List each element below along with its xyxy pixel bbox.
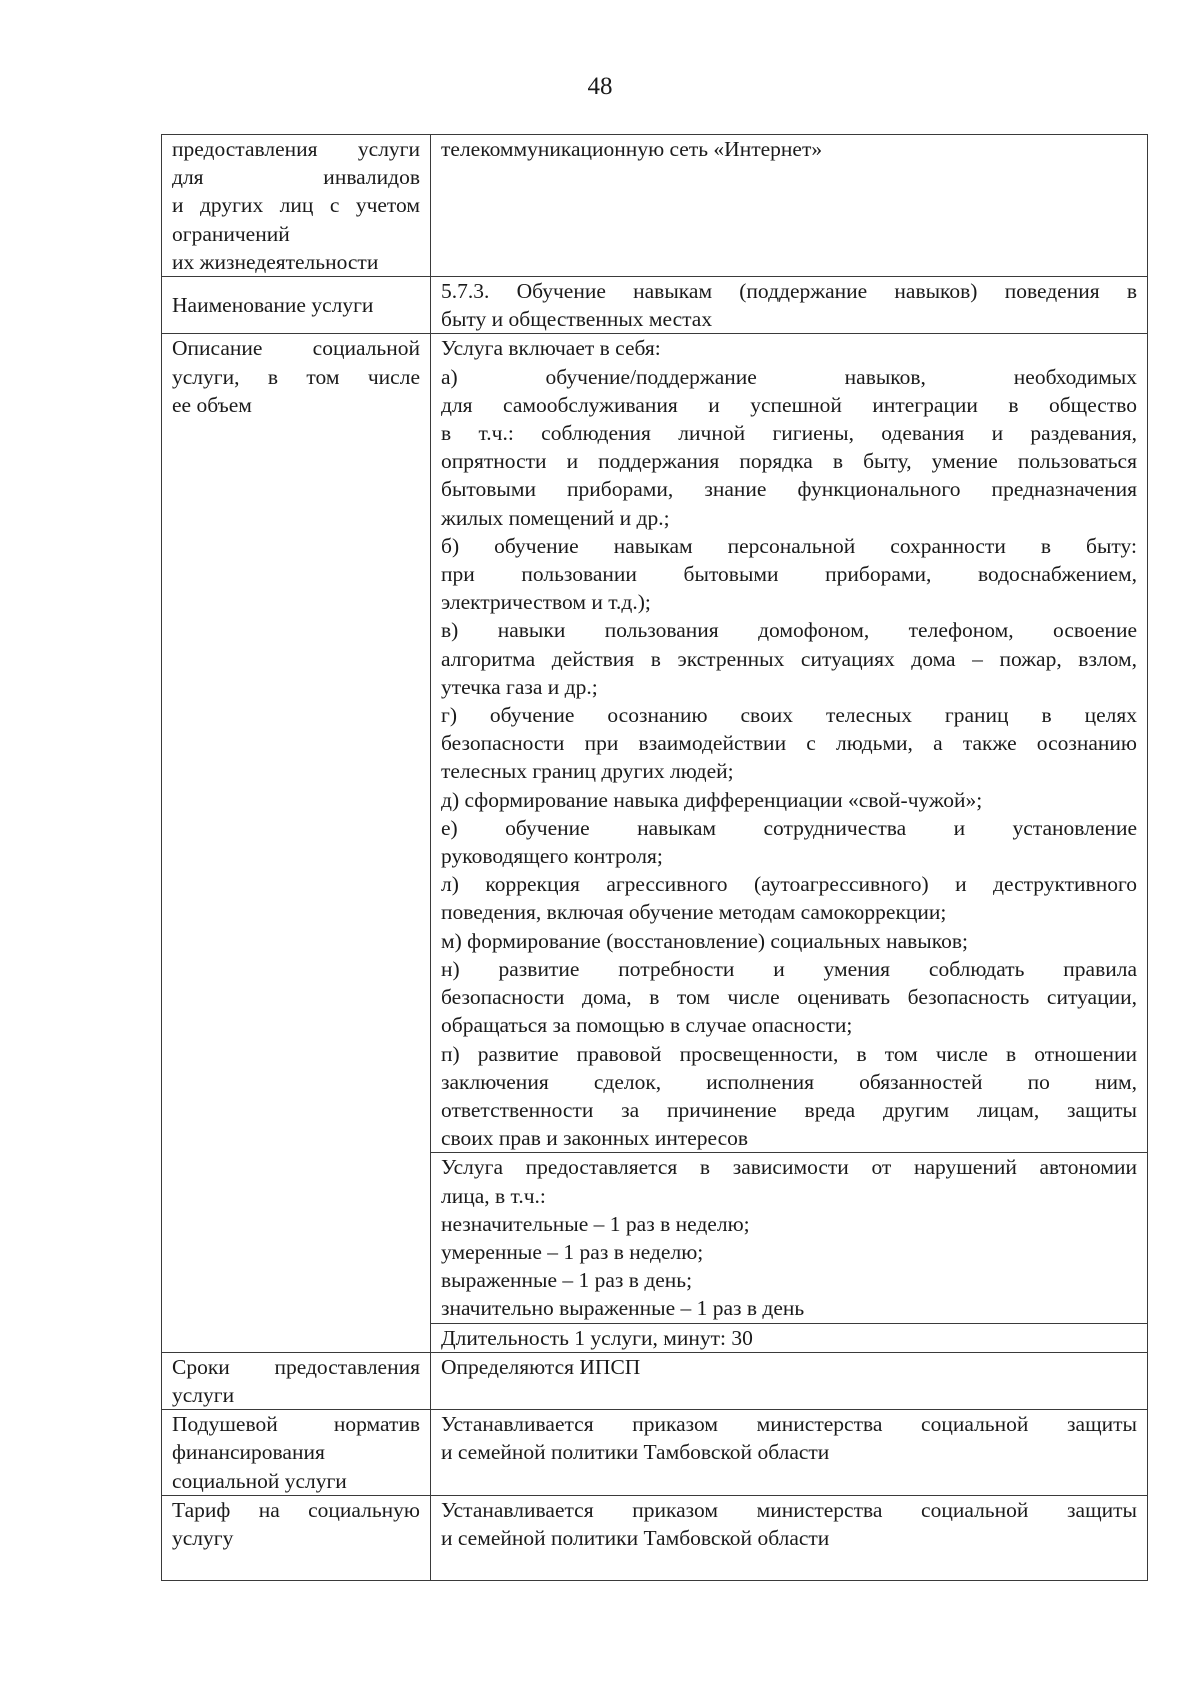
text-line: лица, в т.ч.:	[441, 1183, 546, 1208]
text-line: в т.ч.: соблюдения личной гигиены, одевания и раздевания,	[441, 421, 1137, 446]
text-line: н) развитие потребности и умения соблюдать правила	[441, 956, 1137, 981]
text-line: Определяются ИПСП	[441, 1354, 641, 1379]
text-line: безопасности дома, в том числе оценивать безопасность ситуации,	[441, 985, 1137, 1010]
text-line: Устанавливается приказом министерства социальной защиты	[441, 1412, 1137, 1437]
text-line: опрятности и поддержания порядка в быту, умение пользоваться	[441, 449, 1137, 474]
text-line: л) коррекция агрессивного (аутоагрессивного) и деструктивного	[441, 872, 1137, 897]
text-line: ограничений	[172, 221, 290, 246]
row-value	[431, 1495, 1148, 1580]
text-line: ее объем	[172, 392, 252, 417]
text-line: Подушевой норматив	[172, 1412, 420, 1437]
text-line: быту и общественных местах	[441, 307, 713, 332]
table-row-norm	[162, 1410, 1148, 1496]
text-line: для инвалидов	[172, 165, 420, 190]
text-line: 5.7.3. Обучение навыкам (поддержание навыков) поведения в	[441, 279, 1137, 304]
row-value	[431, 135, 1148, 277]
table-row-terms	[162, 1352, 1148, 1409]
text-line: п) развитие правовой просвещенности, в том числе в отношении	[441, 1041, 1137, 1066]
text-line: выраженные – 1 раз в день;	[441, 1268, 693, 1293]
text-line: Наименование услуги	[172, 293, 374, 318]
text-line: и семейной политики Тамбовской области	[441, 1525, 830, 1550]
text-line: Длительность 1 услуги, минут: 30	[441, 1325, 753, 1350]
row-label	[162, 1495, 431, 1580]
text-line: Тариф на социальную	[172, 1497, 420, 1522]
text-line: ответственности за причинение вреда другим лицам, защиты	[441, 1097, 1137, 1122]
table-row-service-name	[162, 277, 1148, 334]
text-line: для самообслуживания и успешной интеграции в общество	[441, 392, 1137, 417]
text-line: электричеством и т.д.);	[441, 590, 651, 615]
text-line: услуги, в том числе	[172, 364, 420, 389]
row-label	[162, 1410, 431, 1496]
row-value	[431, 1352, 1148, 1409]
text-line: жилых помещений и др.;	[441, 505, 670, 530]
text-line: незначительные – 1 раз в неделю;	[441, 1211, 750, 1236]
text-line: умеренные – 1 раз в неделю;	[441, 1239, 704, 1264]
text-line: услугу	[172, 1525, 234, 1550]
text-line: их жизнедеятельности	[172, 249, 379, 274]
row-value	[431, 1153, 1148, 1323]
row-value	[431, 1410, 1148, 1496]
text-line: в) навыки пользования домофоном, телефоном, освоение	[441, 618, 1137, 643]
text-line: а) обучение/поддержание навыков, необходимых	[441, 364, 1137, 389]
page-number: 48	[587, 73, 613, 100]
text-line: утечка газа и др.;	[441, 674, 598, 699]
text-line: финансирования	[172, 1440, 325, 1465]
text-line: г) обучение осознанию своих телесных границ в целях	[441, 703, 1137, 728]
text-line: социальной услуги	[172, 1468, 347, 1493]
text-line: алгоритма действия в экстренных ситуациях дома – пожар, взлом,	[441, 646, 1137, 671]
text-line: и других лиц с учетом	[172, 193, 420, 218]
row-label	[162, 334, 431, 1352]
text-line: е) обучение навыкам сотрудничества и установление	[441, 815, 1137, 840]
text-line: предоставления услуги	[172, 137, 420, 161]
text-line: Описание социальной	[172, 336, 420, 361]
text-line: Услуга включает в себя:	[441, 336, 661, 361]
text-line: заключения сделок, исполнения обязанностей по ним,	[441, 1069, 1137, 1094]
text-line: обращаться за помощью в случае опасности;	[441, 1013, 853, 1038]
table-row-description	[162, 334, 1148, 1153]
text-line: значительно выраженные – 1 раз в день	[441, 1296, 805, 1321]
text-line: бытовыми приборами, знание функционального предназначения	[441, 477, 1137, 502]
row-label	[162, 1352, 431, 1409]
text-line: телекоммуникационную сеть «Интернет»	[441, 137, 823, 161]
row-value	[431, 334, 1148, 1153]
row-label	[162, 135, 431, 277]
text-line: Устанавливается приказом министерства социальной защиты	[441, 1497, 1137, 1522]
text-line: Услуга предоставляется в зависимости от нарушений автономии	[441, 1155, 1137, 1180]
row-label	[162, 277, 431, 334]
table-row-accessibility	[162, 135, 1148, 277]
text-line: при пользовании бытовыми приборами, водоснабжением,	[441, 562, 1137, 587]
text-line: д) сформирование навыка дифференциации «свой-чужой»;	[441, 787, 983, 812]
row-value	[431, 1323, 1148, 1352]
text-line: Сроки предоставления	[172, 1354, 420, 1379]
text-line: м) формирование (восстановление) социальных навыков;	[441, 928, 968, 953]
service-table	[161, 134, 1148, 1581]
text-line: б) обучение навыкам персональной сохранности в быту:	[441, 533, 1137, 558]
text-line: и семейной политики Тамбовской области	[441, 1440, 830, 1465]
text-line: руководящего контроля;	[441, 844, 663, 869]
text-line: своих прав и законных интересов	[441, 1126, 749, 1151]
row-value	[431, 277, 1148, 334]
text-line: услуги	[172, 1382, 235, 1407]
text-line: безопасности при взаимодействии с людьми, а также осознанию	[441, 731, 1137, 756]
text-line: телесных границ других людей;	[441, 759, 734, 784]
table-row-tariff	[162, 1495, 1148, 1580]
text-line: поведения, включая обучение методам самокоррекции;	[441, 900, 947, 925]
